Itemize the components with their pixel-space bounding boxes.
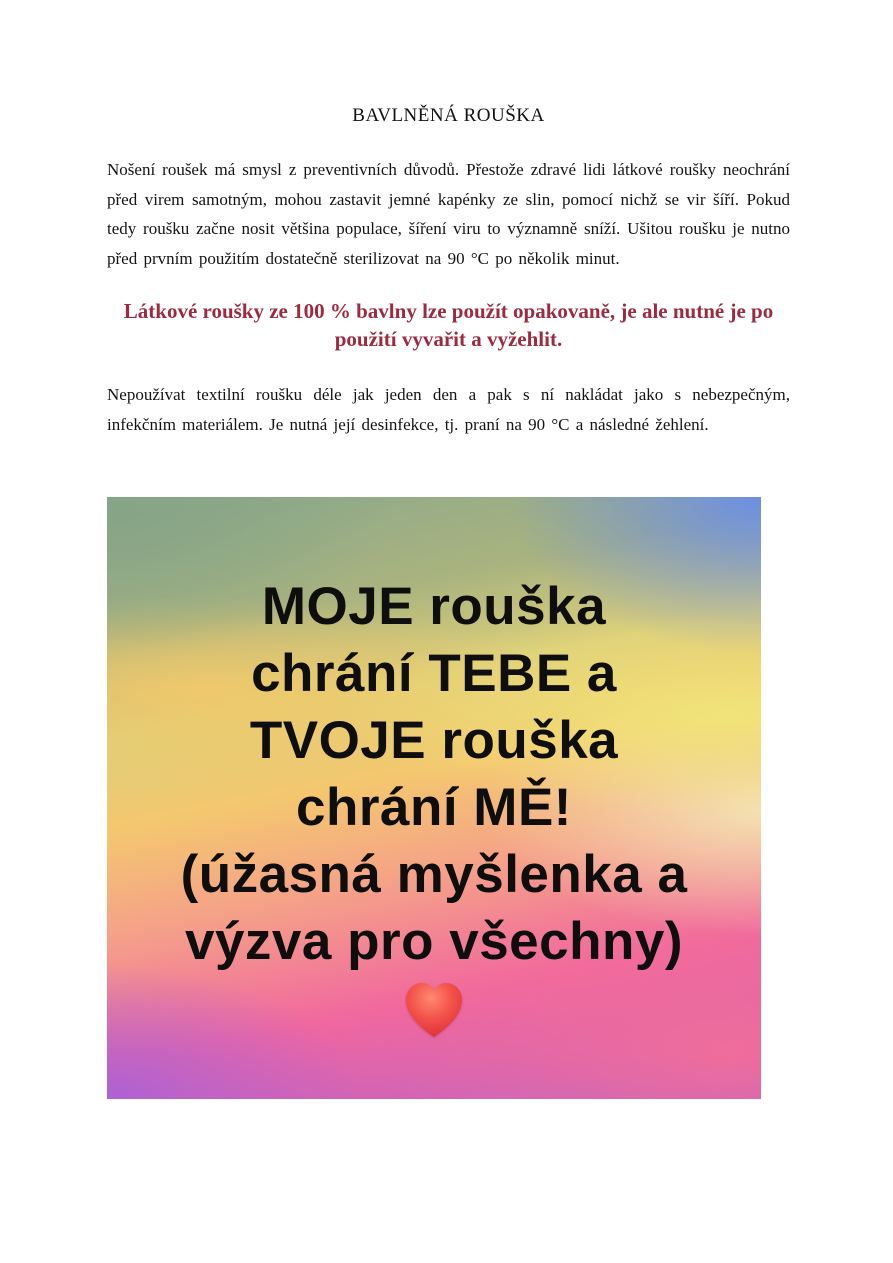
red-heart-icon — [402, 981, 466, 1039]
highlight-note: Látkové roušky ze 100 % bavlny lze použít opakovaně, je ale nutné je po použití vyvařit a vyžehlit. — [123, 299, 774, 351]
poster-line-4: chrání MĚ! — [296, 778, 572, 837]
poster-line-2: chrání TEBE a — [251, 644, 617, 703]
document-content — [0, 103, 893, 1099]
poster-line-6: výzva pro všechny) — [184, 912, 683, 971]
poster-line-3: TVOJE rouška — [249, 711, 619, 770]
heart-emoji-row — [107, 981, 761, 1039]
poster-line-5: (úžasná myšlenka a — [180, 845, 688, 904]
mask-poster-image — [107, 497, 761, 1099]
poster-text-block — [107, 497, 761, 975]
paragraph-disinfection: Nepoužívat textilní roušku déle jak jeden den a pak s ní nakládat jako s nebezpečným, infekčním materiálem. Je nutná její desinfekce, tj. praní na 90 °C a následné žehlení. — [107, 385, 790, 434]
paragraph-prevention: Nošení roušek má smysl z preventivních důvodů. Přestože zdravé lidi látkové roušky neochrání před virem samotným, mohou zastavit jemné kapénky ze slin, pomocí nichž se vir šíří. Pokud tedy roušku začne nosit většina populace, šíření viru to významně sníží. Ušitou roušku je nutno před prvním použitím dostatečně sterilizovat na 90 °C po několik minut. — [107, 160, 790, 268]
poster-line-1: MOJE rouška — [261, 577, 607, 636]
document-title: BAVLNĚNÁ ROUŠKA — [352, 105, 545, 126]
